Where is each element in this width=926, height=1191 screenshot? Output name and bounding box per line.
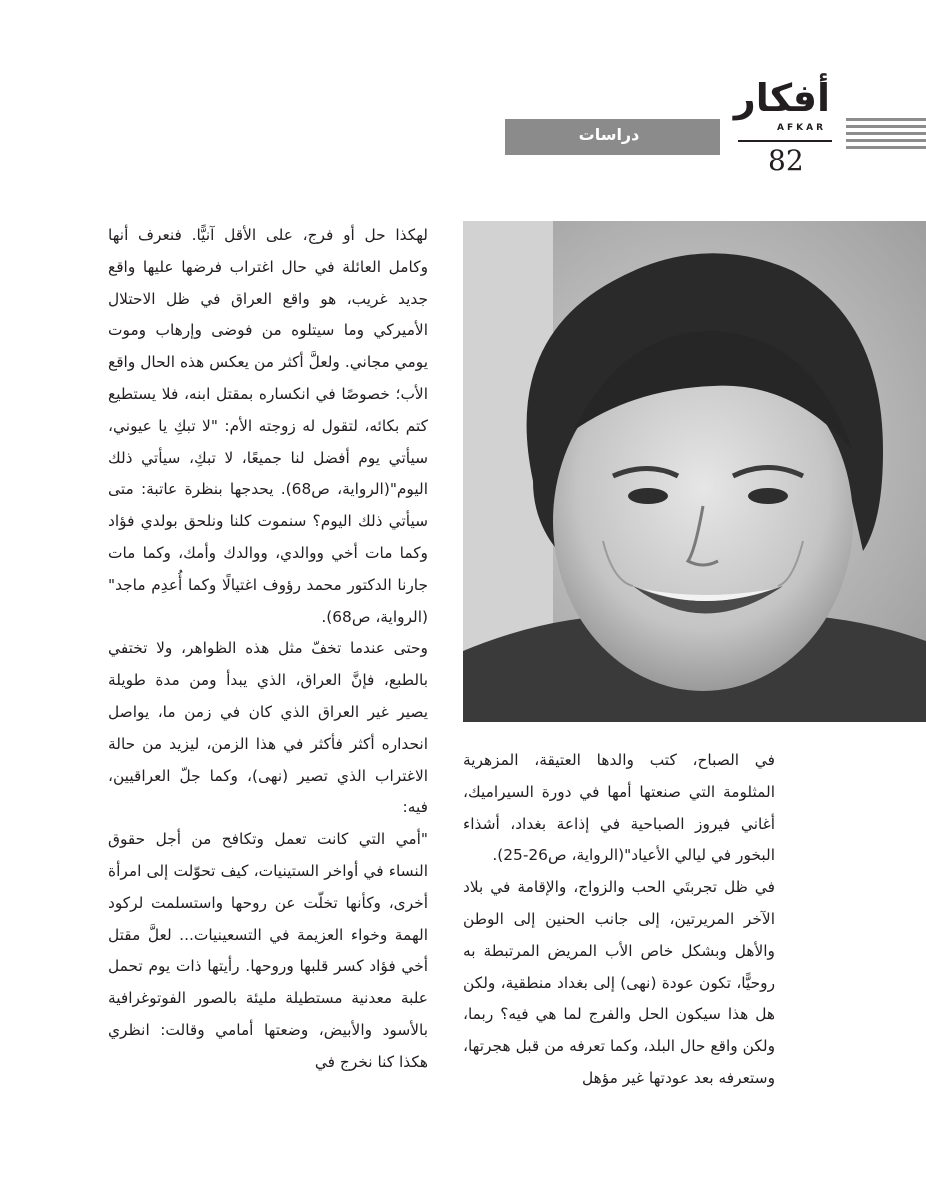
paragraph: في ظل تجربتَي الحب والزواج، والإقامة في بلاد الآخر المريرتين، إلى جانب الحنين إلى الوطن والأهل وبشكل خاص الأب المريض المرتبطة به روحيًّا، تكون عودة (نهى) إلى بغداد منطقية، ولكن هل هذا سيكون الحل والفرج لما هي فيه؟ ربما، ولكن واقع حال البلد، وكما تعرفه من قبل هجرتها، وستعرفه بعد عودتها غير مؤهل bbox=[463, 878, 775, 1087]
page-number: 82 bbox=[768, 144, 804, 177]
left-text-column bbox=[108, 220, 428, 1079]
paragraph: وحتى عندما تخفّ مثل هذه الظواهر، ولا تختفي بالطبع، فإنَّ العراق، الذي يبدأ ومن مدة طويلة يصير غير العراق الذي كان في زمن ما، يواصل انحداره أكثر فأكثر في هذا الزمن، ليزيد من حالة الاغتراب الذي تصير (نهى)، وكما جلّ العراقيين، فيه: bbox=[108, 639, 428, 817]
logo-latin-text: AFKAR bbox=[777, 123, 826, 133]
section-label: دراسات bbox=[578, 125, 640, 144]
author-portrait-photo bbox=[463, 221, 926, 722]
logo-underline-rule bbox=[738, 140, 832, 142]
paragraph: "أمي التي كانت تعمل وتكافح من أجل حقوق النساء في أواخر الستينيات، كيف تحوّلت إلى امرأة أخرى، وكأنها تخلّت عن روحها واستسلمت لركود الهمة وخواء العزيمة في التسعينيات... لعلَّ مقتل أخي فؤاد كسر قلبها وروحها. رأيتها ذات يوم تحمل علبة معدنية مستطيلة مليئة بالصور الفوتوغرافية بالأسود والأبيض، وضعتها أمامي وقالت: انظري هكذا كنا نخرج في bbox=[108, 830, 428, 1071]
portrait-photo-illustration bbox=[463, 221, 926, 722]
header-stripes-decoration bbox=[846, 118, 926, 154]
right-text-column bbox=[463, 745, 775, 1095]
magazine-logo bbox=[733, 76, 830, 135]
paragraph: لهكذا حل أو فرج، على الأقل آنيًّا. فنعرف أنها وكامل العائلة في حال اغتراب فرضها عليها واقع جديد غريب، هو واقع العراق في ظل الاحتلال الأميركي وما سيتلوه من فوضى وإرهاب وموت يومي مجاني. ولعلَّ أكثر من يعكس هذه الحال واقع الأب؛ خصوصًا في انكساره بمقتل ابنه، فلا يستطيع كتم بكائه، لتقول له زوجته الأم: "لا تبكِ يا عيوني، سيأتي يوم أفضل لنا جميعًا، لا تبكِ، سيأتي ذلك اليوم"(الرواية، ص68). يحدجها بنظرة عاتبة: متى سيأتي ذلك اليوم؟ سنموت كلنا ونلحق بولدي فؤاد وكما مات أخي ووالدي، ووالدك وأمك، وكما مات جارنا الدكتور محمد رؤوف اغتيالًا وكما أُعدِم ماجد"(الرواية، ص68). bbox=[108, 226, 428, 626]
paragraph: في الصباح، كتب والدها العتيقة، المزهرية المثلومة التي صنعتها أمها في دورة السيراميك، أغاني فيروز الصباحية في إذاعة بغداد، أشذاء البخور في ليالي الأعياد"(الرواية، ص26-25). bbox=[463, 751, 775, 865]
logo-arabic-text: أفكار bbox=[733, 76, 830, 120]
